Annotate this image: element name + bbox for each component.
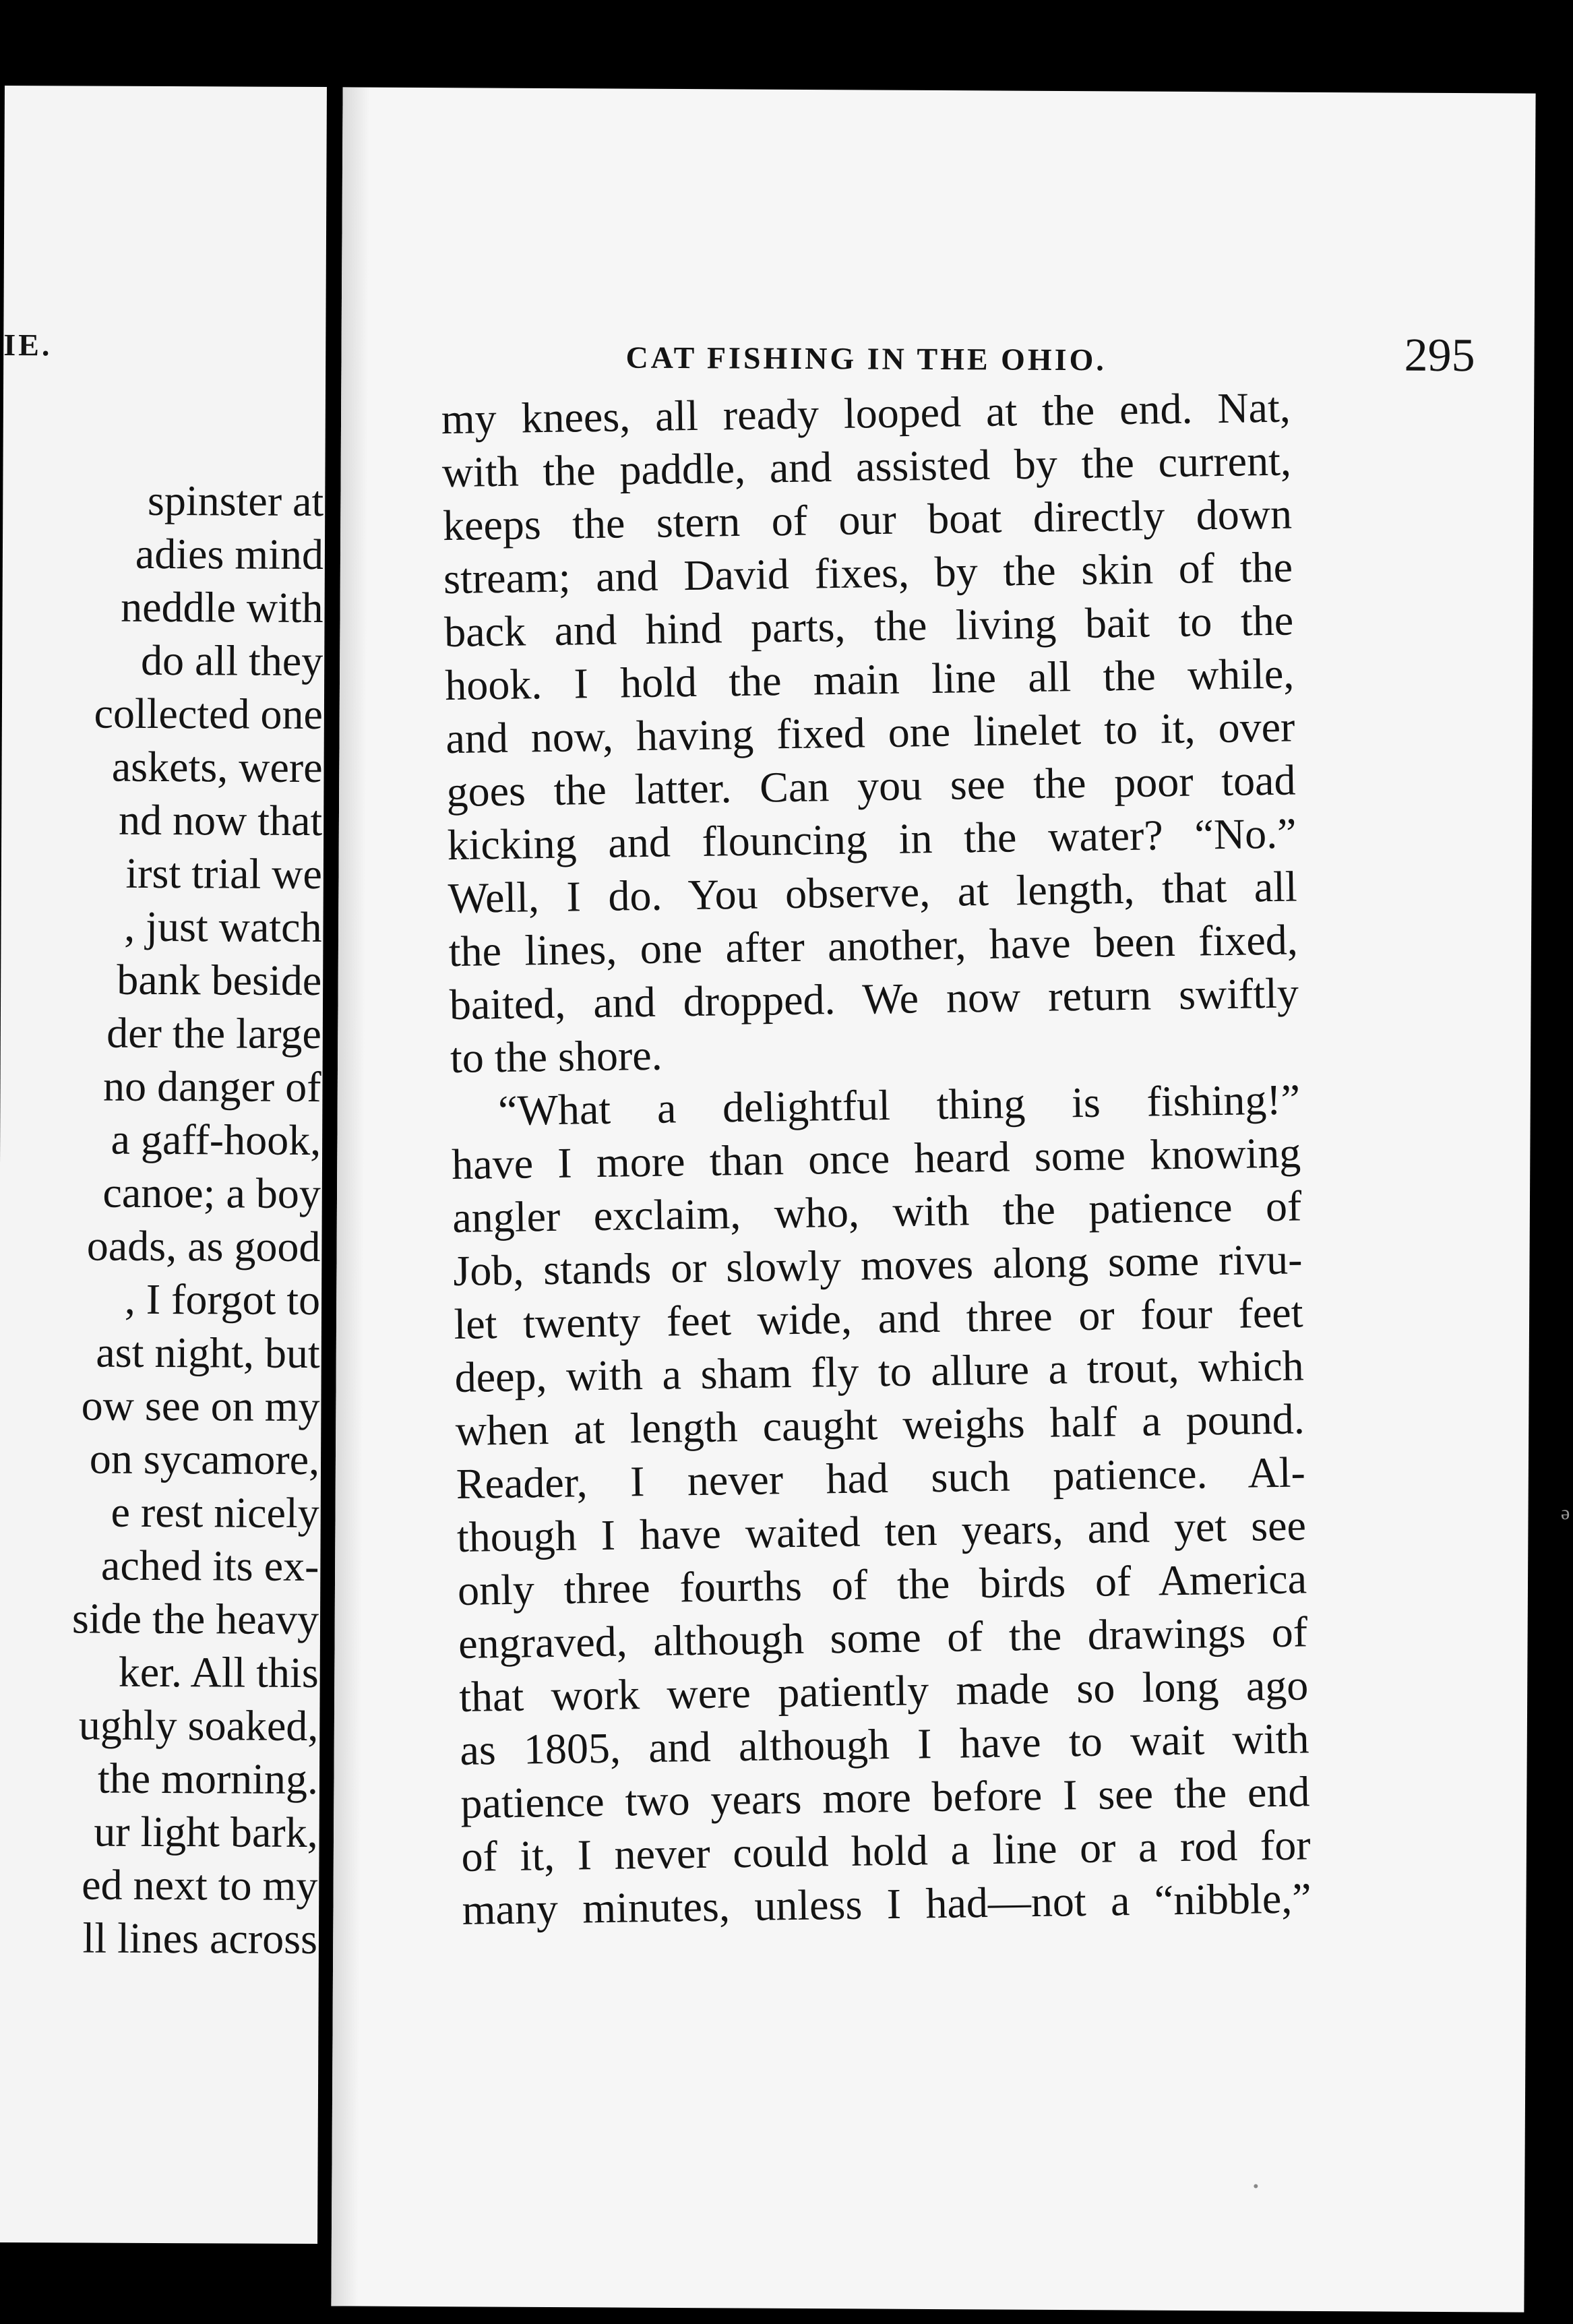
text-line: goes the latter. Can you see the poor toad	[446, 756, 1296, 816]
body-text	[441, 381, 1312, 1936]
text-line: “What a delightful thing is fishing!”	[497, 1075, 1301, 1135]
text-line: ed next to my	[82, 1860, 318, 1910]
text-line: though I have waited ten years, and yet see	[456, 1501, 1307, 1561]
text-line: keeps the stern of our boat directly down	[442, 489, 1293, 550]
text-line: collected one	[94, 689, 323, 739]
text-line: and now, having fixed one linelet to it, over	[445, 702, 1295, 763]
text-line: der the large	[106, 1008, 322, 1058]
text-line: ached its ex-	[100, 1541, 319, 1591]
text-line: that work were patiently made so long ago	[458, 1661, 1309, 1721]
left-page	[0, 86, 327, 2244]
running-head	[625, 325, 1475, 390]
text-line: , just watch	[124, 902, 322, 952]
left-page-text	[71, 473, 324, 1965]
text-line: the morning.	[97, 1754, 319, 1804]
text-line: Well, I do. You observe, at length, that all	[448, 862, 1298, 923]
text-line: only three fourths of the birds of America	[457, 1554, 1307, 1614]
text-line: as 1805, and although I have to wait with	[459, 1714, 1309, 1774]
edge-mark: ə	[1561, 1502, 1570, 1524]
text-line: when at length caught weighs half a pound.	[455, 1395, 1305, 1455]
gutter-shadow	[331, 87, 369, 2306]
text-line: angler exclaim, who, with the patience of	[452, 1182, 1302, 1242]
text-line: on sycamore,	[89, 1434, 320, 1484]
text-line: nd now that	[118, 795, 323, 845]
text-line: kicking and flouncing in the water? “No.”	[447, 809, 1297, 869]
text-line: engraved, although some of the drawings of	[458, 1608, 1308, 1668]
text-line: bank beside	[117, 955, 322, 1005]
text-line: no danger of	[102, 1062, 321, 1111]
text-line: , I forgot to	[124, 1275, 321, 1324]
text-line: adies mind	[135, 529, 324, 579]
text-line: ll lines across	[82, 1914, 318, 1963]
text-line: have I more than once heard some knowing	[451, 1128, 1301, 1189]
text-line: many minutes, unless I had—not a “nibble,”	[462, 1874, 1312, 1934]
text-line: baited, and dropped. We now return swiftly	[449, 969, 1299, 1029]
text-line: the lines, one after another, have been fixed,	[448, 915, 1299, 976]
text-line: with the paddle, and assisted by the current,	[441, 436, 1292, 497]
page-number: 295	[1404, 329, 1475, 382]
text-line: ow see on my	[81, 1381, 320, 1431]
text-line: patience two years more before I see the end	[460, 1767, 1310, 1827]
text-line: Reader, I never had such patience. Al-	[456, 1448, 1306, 1508]
text-line: my knees, all ready looped at the end. Nat,	[441, 383, 1291, 444]
text-line: Job, stands or slowly moves along some rivu-	[452, 1235, 1303, 1295]
text-line: let twenty feet wide, and three or four feet	[454, 1288, 1303, 1349]
text-line: spinster at	[147, 476, 324, 526]
running-head-title: CAT FISHING IN THE OHIO.	[625, 340, 1107, 377]
text-line: to the shore.	[450, 1031, 663, 1082]
text-line: ughly soaked,	[78, 1701, 319, 1750]
text-line: of it, I never could hold a line or a rod for	[461, 1821, 1311, 1880]
text-line: ker. All this	[118, 1647, 319, 1697]
text-line: canoe; a boy	[102, 1168, 321, 1218]
text-line: hook. I hold the main line all the while,	[444, 649, 1295, 710]
text-line: a gaff-hook,	[111, 1115, 321, 1165]
text-line: e rest nicely	[111, 1488, 319, 1537]
text-line: deep, with a sham fly to allure a trout, which	[454, 1341, 1305, 1402]
left-running-head: IE.	[3, 327, 53, 363]
text-line: ur light bark,	[94, 1807, 318, 1857]
paper-speck	[1254, 2184, 1258, 2189]
right-page	[331, 87, 1535, 2312]
text-line: stream; and David fixes, by the skin of the	[443, 543, 1293, 603]
text-line: oads, as good	[86, 1221, 321, 1271]
text-line: askets, were	[111, 742, 323, 792]
text-line: neddle with	[121, 582, 323, 632]
text-line: irst trial we	[125, 849, 323, 898]
text-line: ast night, but	[96, 1328, 320, 1378]
text-line: side the heavy	[71, 1594, 319, 1644]
text-line: do all they	[140, 636, 323, 685]
text-line: back and hind parts, the living bait to the	[443, 596, 1294, 656]
